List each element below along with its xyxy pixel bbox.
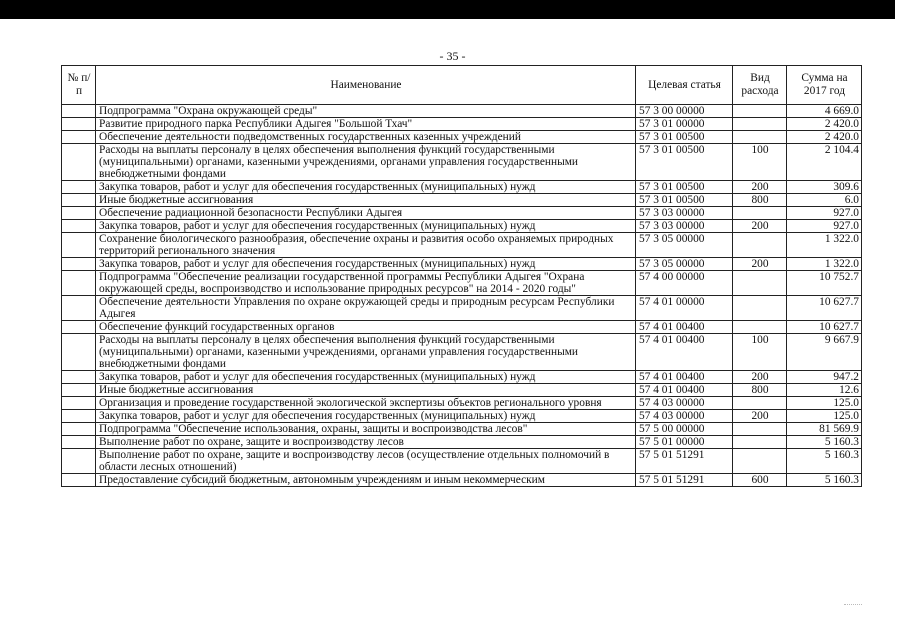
page-number: - 35 - bbox=[439, 49, 466, 63]
row-name: Подпрограмма "Охрана окружающей среды" bbox=[96, 105, 636, 118]
row-expense-type bbox=[733, 131, 787, 144]
row-amount: 9 667.9 bbox=[787, 334, 862, 371]
row-expense-type bbox=[733, 118, 787, 131]
row-number bbox=[62, 474, 96, 487]
table-row bbox=[62, 410, 862, 423]
row-target-code: 57 3 01 00500 bbox=[636, 144, 733, 181]
row-name: Предоставление субсидий бюджетным, автономным учреждениям и иным некоммерческим bbox=[96, 474, 636, 487]
row-name: Иные бюджетные ассигнования bbox=[96, 384, 636, 397]
row-name: Выполнение работ по охране, защите и воспроизводству лесов (осуществление отдельных полномочий в области лесных отношений) bbox=[96, 449, 636, 474]
row-target-code: 57 3 03 00000 bbox=[636, 220, 733, 233]
table-header bbox=[62, 66, 862, 105]
row-target-code: 57 3 05 00000 bbox=[636, 258, 733, 271]
row-expense-type: 200 bbox=[733, 410, 787, 423]
row-target-code: 57 4 01 00400 bbox=[636, 371, 733, 384]
row-number bbox=[62, 296, 96, 321]
row-number bbox=[62, 371, 96, 384]
row-name: Развитие природного парка Республики Адыгея "Большой Тхач" bbox=[96, 118, 636, 131]
row-amount: 1 322.0 bbox=[787, 233, 862, 258]
row-amount: 1 322.0 bbox=[787, 258, 862, 271]
table-body bbox=[62, 105, 862, 487]
row-name: Закупка товаров, работ и услуг для обеспечения государственных (муниципальных) нужд bbox=[96, 410, 636, 423]
row-target-code: 57 4 03 00000 bbox=[636, 410, 733, 423]
row-amount: 10 627.7 bbox=[787, 296, 862, 321]
row-name: Расходы на выплаты персоналу в целях обеспечения выполнения функций государственными (муниципальными) органами, казенными учреждениями, органами управления государственными внебюджетными фондами bbox=[96, 334, 636, 371]
row-name: Подпрограмма "Обеспечение использования, охраны, защиты и воспроизводства лесов" bbox=[96, 423, 636, 436]
row-target-code: 57 5 01 00000 bbox=[636, 436, 733, 449]
row-number bbox=[62, 397, 96, 410]
header-type: Вид расхода bbox=[733, 66, 787, 105]
row-amount: 5 160.3 bbox=[787, 474, 862, 487]
row-target-code: 57 5 01 51291 bbox=[636, 449, 733, 474]
row-expense-type bbox=[733, 105, 787, 118]
row-expense-type bbox=[733, 321, 787, 334]
row-number bbox=[62, 118, 96, 131]
row-target-code: 57 4 01 00400 bbox=[636, 321, 733, 334]
row-number bbox=[62, 207, 96, 220]
table-row bbox=[62, 334, 862, 371]
row-number bbox=[62, 321, 96, 334]
row-name: Сохранение биологического разнообразия, обеспечение охраны и развития особо охраняемых природных территорий регионального значения bbox=[96, 233, 636, 258]
row-amount: 6.0 bbox=[787, 194, 862, 207]
row-target-code: 57 3 01 00500 bbox=[636, 131, 733, 144]
table-row bbox=[62, 321, 862, 334]
row-name: Иные бюджетные ассигнования bbox=[96, 194, 636, 207]
table-row bbox=[62, 131, 862, 144]
row-number bbox=[62, 105, 96, 118]
table-row bbox=[62, 118, 862, 131]
table-row bbox=[62, 233, 862, 258]
header-row bbox=[62, 66, 862, 105]
row-name: Подпрограмма "Обеспечение реализации государственной программы Республики Адыгея "Охрана окружающей среды, воспроизводство и использование природных ресурсов" на 2014 - 2020 годы" bbox=[96, 271, 636, 296]
row-number bbox=[62, 423, 96, 436]
row-name: Закупка товаров, работ и услуг для обеспечения государственных (муниципальных) нужд bbox=[96, 220, 636, 233]
row-number bbox=[62, 233, 96, 258]
row-expense-type bbox=[733, 233, 787, 258]
row-expense-type bbox=[733, 397, 787, 410]
row-expense-type bbox=[733, 423, 787, 436]
row-expense-type bbox=[733, 449, 787, 474]
table-row bbox=[62, 181, 862, 194]
row-amount: 125.0 bbox=[787, 410, 862, 423]
table-row bbox=[62, 436, 862, 449]
scan-top-border bbox=[0, 0, 895, 19]
row-target-code: 57 4 00 00000 bbox=[636, 271, 733, 296]
row-number bbox=[62, 131, 96, 144]
row-number bbox=[62, 144, 96, 181]
row-target-code: 57 3 05 00000 bbox=[636, 233, 733, 258]
row-expense-type bbox=[733, 296, 787, 321]
row-name: Закупка товаров, работ и услуг для обеспечения государственных (муниципальных) нужд bbox=[96, 258, 636, 271]
table-row bbox=[62, 449, 862, 474]
table-row bbox=[62, 194, 862, 207]
row-name: Расходы на выплаты персоналу в целях обеспечения выполнения функций государственными (муниципальными) органами, казенными учреждениями, органами управления государственными внебюджетными фондами bbox=[96, 144, 636, 181]
row-target-code: 57 5 00 00000 bbox=[636, 423, 733, 436]
table-row bbox=[62, 371, 862, 384]
budget-table bbox=[61, 65, 862, 487]
row-amount: 4 669.0 bbox=[787, 105, 862, 118]
header-num: № п/п bbox=[62, 66, 96, 105]
row-target-code: 57 5 01 51291 bbox=[636, 474, 733, 487]
row-expense-type: 200 bbox=[733, 371, 787, 384]
row-target-code: 57 4 01 00400 bbox=[636, 334, 733, 371]
row-target-code: 57 3 01 00000 bbox=[636, 118, 733, 131]
table-row bbox=[62, 296, 862, 321]
row-target-code: 57 3 01 00500 bbox=[636, 181, 733, 194]
row-name: Закупка товаров, работ и услуг для обеспечения государственных (муниципальных) нужд bbox=[96, 181, 636, 194]
row-name: Закупка товаров, работ и услуг для обеспечения государственных (муниципальных) нужд bbox=[96, 371, 636, 384]
table-row bbox=[62, 397, 862, 410]
row-name: Обеспечение функций государственных органов bbox=[96, 321, 636, 334]
row-name: Обеспечение деятельности подведомственных государственных казенных учреждений bbox=[96, 131, 636, 144]
row-number bbox=[62, 220, 96, 233]
row-target-code: 57 3 01 00500 bbox=[636, 194, 733, 207]
row-amount: 927.0 bbox=[787, 220, 862, 233]
table-row bbox=[62, 144, 862, 181]
table-row bbox=[62, 105, 862, 118]
row-amount: 81 569.9 bbox=[787, 423, 862, 436]
scan-right-margin bbox=[895, 0, 905, 640]
row-amount: 2 104.4 bbox=[787, 144, 862, 181]
table-row bbox=[62, 258, 862, 271]
row-number bbox=[62, 410, 96, 423]
table-row bbox=[62, 220, 862, 233]
row-amount: 5 160.3 bbox=[787, 449, 862, 474]
row-expense-type: 800 bbox=[733, 194, 787, 207]
scan-artifact bbox=[844, 604, 862, 605]
row-number bbox=[62, 334, 96, 371]
row-number bbox=[62, 384, 96, 397]
row-amount: 10 752.7 bbox=[787, 271, 862, 296]
table-row bbox=[62, 384, 862, 397]
row-amount: 2 420.0 bbox=[787, 131, 862, 144]
header-sum: Сумма на 2017 год bbox=[787, 66, 862, 105]
row-number bbox=[62, 271, 96, 296]
row-expense-type: 100 bbox=[733, 334, 787, 371]
row-expense-type: 600 bbox=[733, 474, 787, 487]
row-expense-type: 200 bbox=[733, 220, 787, 233]
table-row bbox=[62, 423, 862, 436]
header-name: Наименование bbox=[96, 66, 636, 105]
row-expense-type bbox=[733, 271, 787, 296]
row-amount: 125.0 bbox=[787, 397, 862, 410]
row-expense-type: 200 bbox=[733, 181, 787, 194]
table-row bbox=[62, 474, 862, 487]
row-expense-type: 200 bbox=[733, 258, 787, 271]
row-number bbox=[62, 449, 96, 474]
row-name: Организация и проведение государственной экологической экспертизы объектов регионального уровня bbox=[96, 397, 636, 410]
row-expense-type: 800 bbox=[733, 384, 787, 397]
row-number bbox=[62, 258, 96, 271]
table-row bbox=[62, 207, 862, 220]
row-expense-type bbox=[733, 207, 787, 220]
row-number bbox=[62, 181, 96, 194]
row-number bbox=[62, 194, 96, 207]
table-row bbox=[62, 271, 862, 296]
row-number bbox=[62, 436, 96, 449]
row-amount: 10 627.7 bbox=[787, 321, 862, 334]
row-name: Выполнение работ по охране, защите и воспроизводству лесов bbox=[96, 436, 636, 449]
header-code: Целевая статья bbox=[636, 66, 733, 105]
row-name: Обеспечение радиационной безопасности Республики Адыгея bbox=[96, 207, 636, 220]
row-target-code: 57 3 00 00000 bbox=[636, 105, 733, 118]
row-amount: 927.0 bbox=[787, 207, 862, 220]
row-amount: 947.2 bbox=[787, 371, 862, 384]
row-amount: 12.6 bbox=[787, 384, 862, 397]
row-target-code: 57 3 03 00000 bbox=[636, 207, 733, 220]
row-amount: 2 420.0 bbox=[787, 118, 862, 131]
row-target-code: 57 4 01 00000 bbox=[636, 296, 733, 321]
row-amount: 5 160.3 bbox=[787, 436, 862, 449]
row-name: Обеспечение деятельности Управления по охране окружающей среды и природным ресурсам Республики Адыгея bbox=[96, 296, 636, 321]
row-target-code: 57 4 03 00000 bbox=[636, 397, 733, 410]
row-expense-type bbox=[733, 436, 787, 449]
row-target-code: 57 4 01 00400 bbox=[636, 384, 733, 397]
row-expense-type: 100 bbox=[733, 144, 787, 181]
row-amount: 309.6 bbox=[787, 181, 862, 194]
